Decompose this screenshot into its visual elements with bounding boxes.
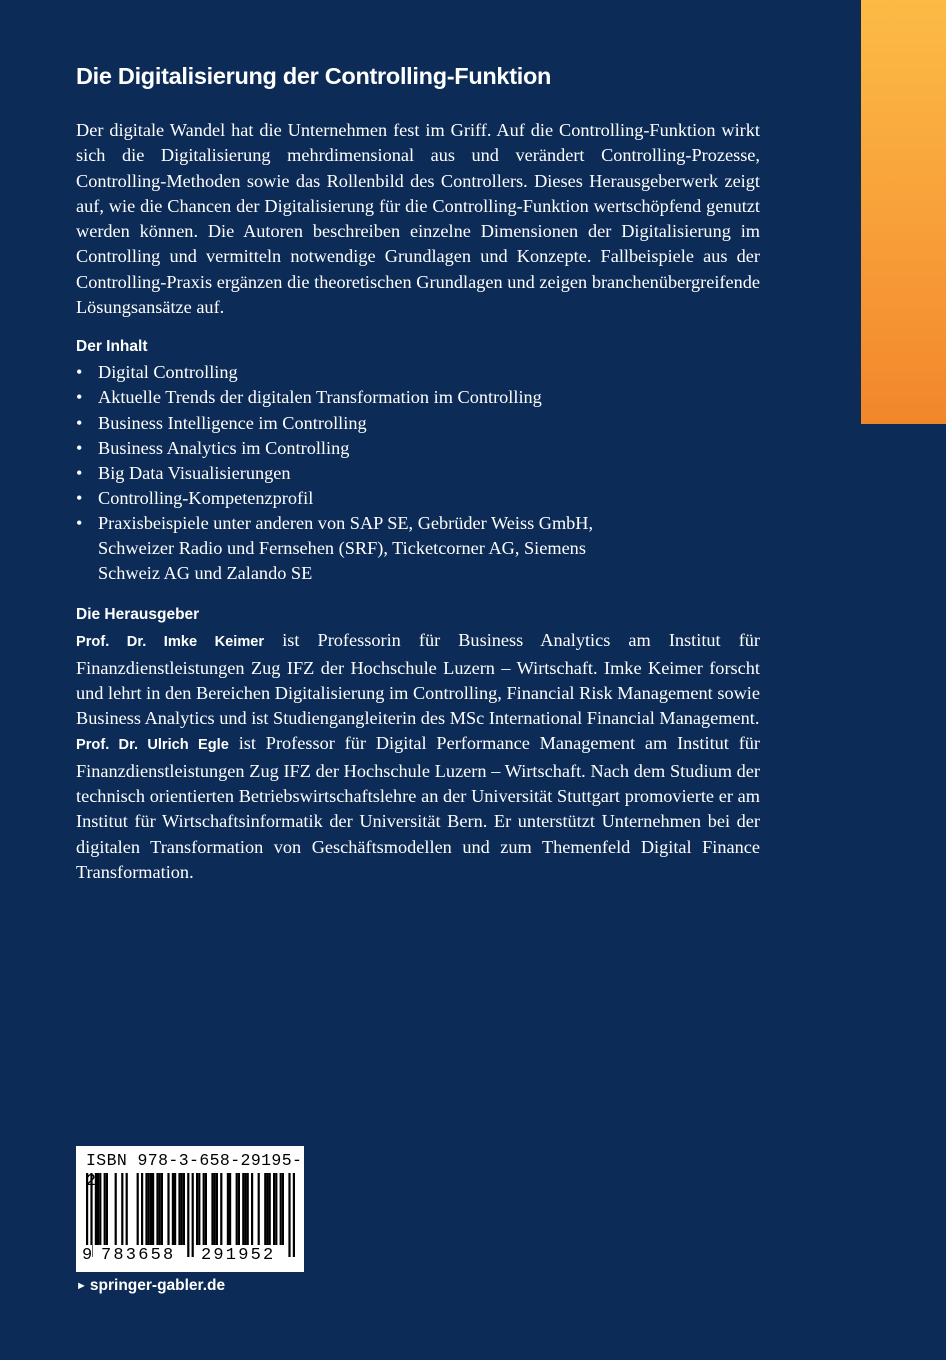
barcode-bar [161,1173,163,1245]
bullet-icon: • [76,462,83,483]
isbn-barcode-block [76,1146,304,1272]
barcode-bar [183,1173,185,1245]
barcode-bar [137,1173,139,1245]
barcode-digits [76,1245,304,1267]
barcode-bar [247,1173,249,1245]
orange-accent-bar [861,0,946,424]
barcode-bar [156,1173,158,1245]
contents-item: • Controlling-Kompetenzprofil [76,486,760,511]
barcode-bar [174,1173,176,1245]
contents-heading: Der Inhalt [76,338,148,356]
isbn-text: ISBN 978-3-658-29195- [86,1151,303,1170]
bullet-icon: • [76,512,83,533]
barcode-bar [214,1173,216,1245]
contents-item: • Aktuelle Trends der digitalen Transformation im Controlling [76,385,760,410]
contents-item: • Digital Controlling [76,360,760,385]
editor-name: Prof. Dr. Ulrich Egle [76,737,229,754]
barcode-bar [266,1173,268,1245]
barcode-bar [282,1173,284,1245]
contents-list [76,360,760,586]
barcode-bar [216,1173,218,1245]
barcode-digit-group: 783658 [101,1246,176,1265]
barcode-bar [150,1173,152,1245]
barcode-bar [205,1173,207,1245]
editor-name: Prof. Dr. Imke Keimer [76,634,265,651]
barcode-bar [242,1173,244,1245]
barcode-digit-first: 9 [82,1246,93,1265]
bullet-icon: • [76,437,83,458]
contents-item: • Praxisbeispiele unter anderen von SAP SE, Gebrüder Weiss GmbH, Schweizer Radio und Fernsehen (SRF), Ticketcorner AG, Siemens Schweiz AG und Zalando SE [76,512,594,584]
contents-item: • Big Data Visualisierungen [76,461,760,486]
barcode-bar [167,1173,169,1245]
barcode-bar [104,1173,106,1245]
barcode-bar [97,1173,99,1245]
bullet-icon: • [76,487,83,508]
barcode-bar [203,1173,205,1245]
bullet-icon: • [76,412,83,433]
barcode-bar [126,1173,128,1245]
barcode-bar [236,1173,238,1245]
barcode-bar [220,1173,222,1245]
barcode-bar [152,1173,154,1245]
bullet-icon: • [76,362,83,383]
barcode-bar [251,1173,253,1245]
barcode-bar [198,1173,200,1245]
barcode-digit-group: 291952 [201,1246,276,1265]
publisher-url: springer-gabler.de [89,1277,226,1294]
editors-heading: Die Herausgeber [76,606,200,624]
barcode-bar [115,1173,117,1245]
barcode-bar [145,1173,147,1245]
book-title: Die Digitalisierung der Controlling-Funktion [76,63,552,89]
barcode-bar [141,1173,143,1245]
barcode-bar [227,1173,229,1245]
contents-item: • Business Analytics im Controlling [76,436,760,461]
barcode-bar [238,1173,240,1245]
barcode-bar [258,1173,260,1245]
barcode-bar [106,1173,108,1245]
barcode-bar [273,1173,275,1245]
back-cover-content [76,60,760,885]
editor-bio: Prof. Dr. Imke Keimer ist Professorin für Business Analytics am Institut für Finanzdienstleistungen Zug IFZ der Hochschule Luzern – Wirtschaft. Imke Keimer forscht und lehrt in den Bereichen Digitalisierung im Controlling, Financial Risk Management sowie Business Analytics und ist Studiengangleiterin des MSc International Financial Management. [76,630,761,729]
publisher-link[interactable] [76,1276,225,1297]
barcode-bar [159,1173,161,1245]
barcode-bar [148,1173,150,1245]
barcode-bar [95,1173,97,1245]
arrow-right-icon: ► [76,1280,87,1292]
barcode-bar [269,1173,271,1245]
bullet-icon: • [76,387,83,408]
barcode-bar [264,1173,266,1245]
barcode-bar [280,1173,282,1245]
contents-item: • Business Intelligence im Controlling [76,411,760,436]
barcode-bar [121,1173,123,1245]
barcode-bar [211,1173,213,1245]
barcode-bar [244,1173,246,1245]
barcode-bar [196,1173,198,1245]
barcode-bar [172,1173,174,1245]
editor-bio: Prof. Dr. Ulrich Egle ist Professor für Digital Performance Management am Institut für Finanzdienstleistungen Zug IFZ der Hochschule Luzern – Wirtschaft. Nach dem Studium der technisch orientierten Betriebswirtschaftslehre an der Universität Stuttgart promovierte er am Institut für Wirtschaftsinformatik der Universität Bern. Er unterstützt Unternehmen bei der digitalen Transformation von Geschäftsmodellen und zum Themenfeld Digital Finance Transformation. [76,733,761,882]
barcode-bar [275,1173,277,1245]
barcode-bar [181,1173,183,1245]
barcode-bar [229,1173,231,1245]
barcode-bar [99,1173,101,1245]
book-description: Der digitale Wandel hat die Unternehmen fest im Griff. Auf die Controlling-Funktion wirkt sich die Digitalisierung mehrdimensional aus und verändert Controlling-Prozesse, Controlling-Methoden sowie das Rollenbild des Controllers. Dieses Herausgeberwerk zeigt auf, wie die Chancen der Digitalisierung für die Controlling-Funktion wertschöpfend genutzt werden können. Die Autoren beschreiben einzelne Dimensionen der Digitalisierung im Controlling und vermitteln notwendige Grundlagen und Konzepte. Fallbeispiele aus der Controlling-Praxis ergänzen die theoretischen Grundlagen und zeigen branchenübergreifende Lösungsansätze auf. [76,120,760,318]
barcode-bar [178,1173,180,1245]
